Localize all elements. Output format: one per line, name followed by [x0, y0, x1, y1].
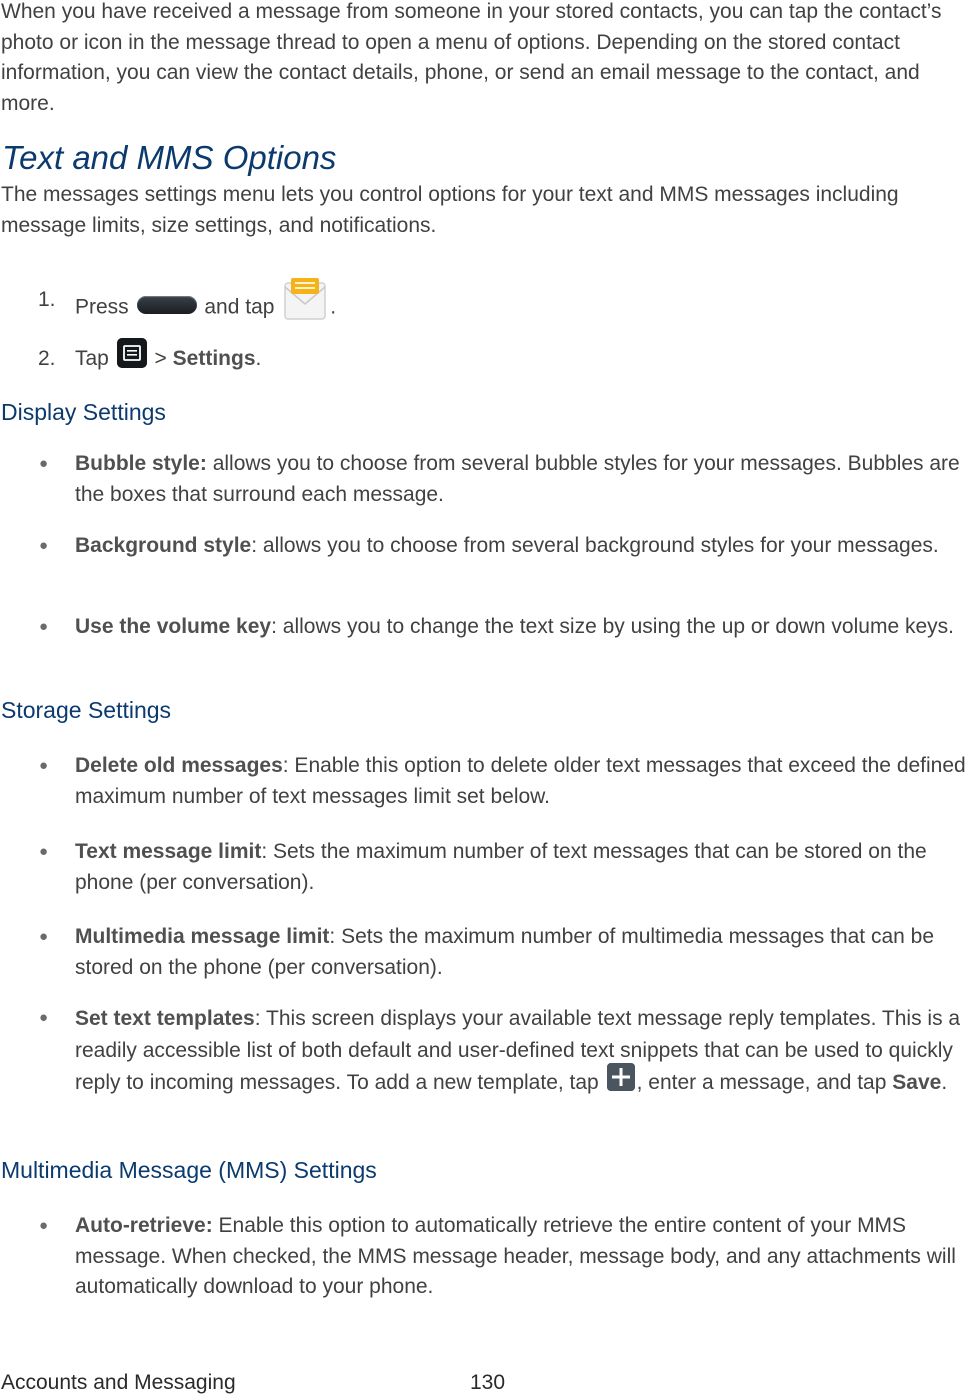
- bullet-marker: ●: [39, 455, 49, 472]
- step-text: .: [255, 347, 262, 370]
- section-description: The messages settings menu lets you control options for your text and MMS messages including message limits, size settings, and notifications.: [1, 183, 899, 237]
- description: : Sets the maximum number of text messages that can be stored on the phone (per conversation).: [75, 840, 927, 894]
- save-label: Save: [892, 1071, 942, 1094]
- home-key-icon: [137, 296, 197, 314]
- section-title: Text and MMS Options: [2, 139, 337, 176]
- mms-settings-heading: Multimedia Message (MMS) Settings: [1, 1157, 377, 1183]
- term: Use the volume key: [75, 615, 272, 638]
- bullet-marker: ●: [39, 537, 49, 554]
- storage-settings-heading: Storage Settings: [1, 697, 172, 723]
- step-text: .: [330, 295, 337, 319]
- term: Background style: [75, 534, 252, 557]
- description: : Sets the maximum number of multimedia messages that can be stored on the phone (per conversation).: [75, 925, 935, 979]
- term: Multimedia message limit: [75, 925, 330, 948]
- description: allows you to choose from several bubble styles for your messages. Bubbles are the boxes that surround each message.: [75, 452, 960, 506]
- term: Bubble style:: [75, 452, 207, 475]
- messaging-app-icon: [282, 277, 328, 323]
- step-text: and tap: [204, 295, 275, 319]
- step-text: Tap: [75, 347, 109, 370]
- description: : allows you to choose from several background styles for your messages.: [251, 534, 939, 557]
- term: Delete old messages: [75, 754, 283, 777]
- step-number: 2.: [38, 347, 56, 370]
- bullet-marker: ●: [39, 843, 49, 860]
- settings-label: Settings: [172, 347, 256, 370]
- add-template-icon: [607, 1063, 635, 1091]
- page-number: 130: [470, 1371, 506, 1394]
- bullet-marker: ●: [39, 618, 49, 635]
- bullet-marker: ●: [39, 928, 49, 945]
- menu-key-icon: [117, 338, 147, 368]
- intro-paragraph: When you have received a message from someone in your stored contacts, you can tap the contact’s photo or icon in the message thread to open a menu of options. Depending on the stored contact information, you can view the contact details, phone, or send an email message to the contact, and more.: [1, 0, 942, 115]
- description: : Enable this option to delete older text messages that exceed the defined maximum number of text messages limit set below.: [75, 754, 966, 808]
- bullet-marker: ●: [39, 1009, 49, 1026]
- bullet-marker: ●: [39, 1217, 49, 1234]
- term: Text message limit: [75, 840, 262, 863]
- step-number: 1.: [38, 288, 56, 311]
- description: : allows you to change the text size by using the up or down volume keys.: [271, 615, 954, 638]
- footer-section-name: Accounts and Messaging: [1, 1371, 236, 1394]
- bullet-marker: ●: [39, 757, 49, 774]
- description: : This screen displays your available text message reply templates. This is a readily accessible list of both default and user-defined text snippets that can be used to quickly reply to incoming messages. To add a new template, tap: [75, 1007, 961, 1094]
- display-settings-heading: Display Settings: [1, 399, 166, 425]
- description: , enter a message, and tap: [636, 1071, 887, 1094]
- term: Auto-retrieve:: [75, 1214, 213, 1237]
- step-text: >: [154, 347, 167, 370]
- step-text: Press: [75, 295, 129, 319]
- description: Enable this option to automatically retrieve the entire content of your MMS message. When checked, the MMS message header, message body, and any attachments will automatically download to your phone.: [75, 1214, 956, 1298]
- description: .: [941, 1071, 948, 1094]
- term: Set text templates: [75, 1007, 255, 1030]
